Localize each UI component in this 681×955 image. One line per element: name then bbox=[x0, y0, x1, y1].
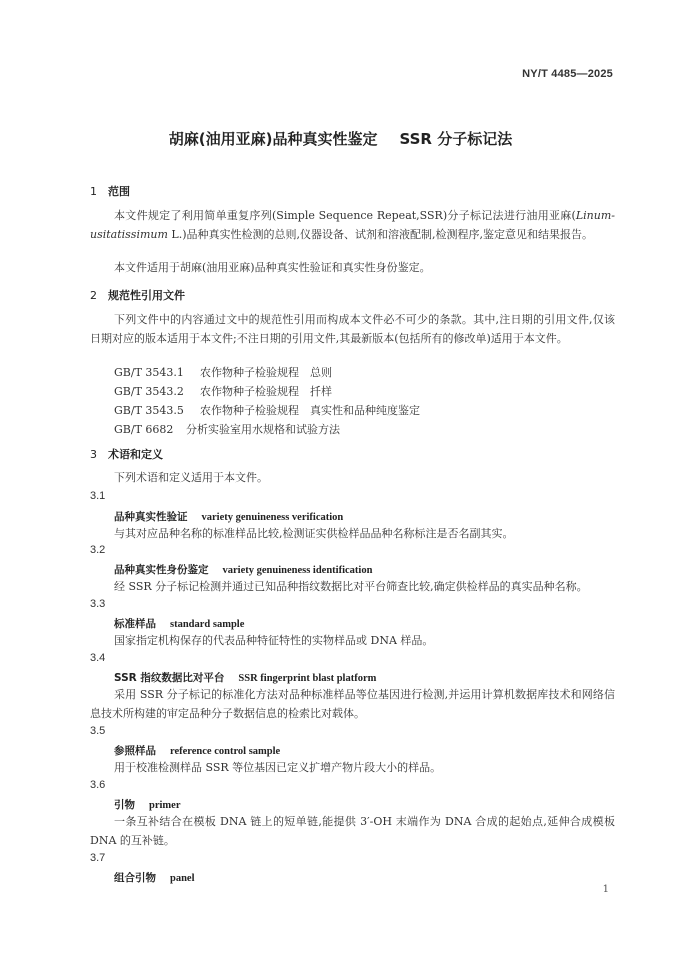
term-cn: 品种真实性验证 bbox=[114, 511, 188, 523]
term-en: variety genuineness verification bbox=[201, 512, 344, 523]
section-2-para: 下列文件中的内容通过文中的规范性引用而构成本文件必不可少的条款。其中,注日期的引用文件,仅该日期对应的版本适用于本文件;不注日期的引用文件,其最新版本(包括所有的修改单)适用于本文件。 bbox=[90, 313, 615, 345]
section-1-heading bbox=[90, 183, 130, 199]
term-number: 3.3 bbox=[90, 598, 106, 610]
term-definition: 一条互补结合在模板 DNA 链上的短单链,能提供 3′-OH 末端作为 DNA 合成的起始点,延伸合成模板 DNA 的互补链。 bbox=[90, 815, 615, 847]
term-number: 3.1 bbox=[90, 490, 106, 502]
term-heading bbox=[114, 743, 280, 758]
term-en: panel bbox=[170, 873, 195, 884]
term-cn: SSR 指纹数据比对平台 bbox=[114, 672, 225, 684]
term-cn: 标准样品 bbox=[114, 618, 156, 630]
section-3-intro: 下列术语和定义适用于本文件。 bbox=[114, 471, 268, 484]
term-definition: 经 SSR 分子标记检测并通过已知品种指纹数据比对平台筛查比较,确定供检样品的真实品种名称。 bbox=[114, 580, 588, 593]
para-text: 本文件规定了利用简单重复序列(Simple Sequence Repeat,SSR)分子标记法进行油用亚麻( bbox=[114, 209, 576, 222]
reference-item bbox=[114, 421, 340, 437]
term-cn: 引物 bbox=[114, 799, 135, 811]
term-number: 3.4 bbox=[90, 652, 106, 664]
reference-item bbox=[114, 402, 420, 418]
term-heading bbox=[114, 797, 181, 812]
term-cn: 参照样品 bbox=[114, 745, 156, 757]
term-number: 3.6 bbox=[90, 779, 106, 791]
term-cn: 品种真实性身份鉴定 bbox=[114, 564, 209, 576]
term-definition: 采用 SSR 分子标记的标准化方法对品种标准样品等位基因进行检测,并运用计算机数据库技术和网络信息技术所构建的审定品种分子数据信息的检索比对载体。 bbox=[90, 688, 615, 720]
term-heading bbox=[114, 509, 343, 524]
term-en: primer bbox=[149, 800, 181, 811]
term-number: 3.2 bbox=[90, 544, 106, 556]
reference-code: GB/T 3543.5 bbox=[114, 404, 184, 417]
term-heading bbox=[114, 870, 195, 885]
term-heading bbox=[114, 670, 376, 685]
term-en: SSR fingerprint blast platform bbox=[238, 673, 377, 684]
section-1-number: 1 bbox=[90, 185, 97, 198]
section-2-title: 规范性引用文件 bbox=[108, 289, 185, 302]
reference-name: 农作物种子检验规程 总则 bbox=[200, 366, 332, 379]
term-cn: 组合引物 bbox=[114, 872, 156, 884]
term-en: reference control sample bbox=[170, 746, 281, 757]
reference-item bbox=[114, 383, 332, 399]
section-3-title: 术语和定义 bbox=[108, 448, 163, 461]
section-1-title: 范围 bbox=[108, 185, 130, 198]
reference-code: GB/T 3543.1 bbox=[114, 366, 184, 379]
term-en: standard sample bbox=[170, 619, 245, 630]
section-2-number: 2 bbox=[90, 289, 97, 302]
reference-item bbox=[114, 364, 332, 380]
term-heading bbox=[114, 616, 244, 631]
reference-code: GB/T 6682 bbox=[114, 423, 174, 436]
term-definition: 与其对应品种名称的标准样品比较,检测证实供检样品品种名称标注是否名副其实。 bbox=[114, 527, 514, 540]
term-definition: 用于校准检测样品 SSR 等位基因已定义扩增产物片段大小的样品。 bbox=[114, 761, 442, 774]
latin-name: Linum-usitatissimum bbox=[90, 209, 615, 241]
term-definition: 国家指定机构保存的代表品种特征特性的实物样品或 DNA 样品。 bbox=[114, 634, 434, 647]
para-text: L.)品种真实性检测的总则,仪器设备、试剂和溶液配制,检测程序,鉴定意见和结果报告。 bbox=[167, 228, 593, 241]
section-1-para-1 bbox=[90, 206, 615, 244]
title-method: SSR 分子标记法 bbox=[399, 130, 513, 148]
term-heading bbox=[114, 562, 372, 577]
term-number: 3.7 bbox=[90, 852, 106, 864]
title-main: 胡麻(油用亚麻)品种真实性鉴定 bbox=[168, 130, 378, 148]
section-3-heading bbox=[90, 446, 163, 462]
standard-number: NY/T 4485—2025 bbox=[522, 68, 613, 80]
term-en: variety genuineness identification bbox=[222, 565, 373, 576]
term-number: 3.5 bbox=[90, 725, 106, 737]
section-3-number: 3 bbox=[90, 448, 97, 461]
section-2-heading bbox=[90, 287, 185, 303]
reference-name: 分析实验室用水规格和试验方法 bbox=[186, 423, 340, 436]
document-title bbox=[0, 128, 681, 149]
reference-name: 农作物种子检验规程 真实性和品种纯度鉴定 bbox=[200, 404, 420, 417]
reference-name: 农作物种子检验规程 扦样 bbox=[200, 385, 332, 398]
page-number: 1 bbox=[602, 884, 609, 895]
reference-code: GB/T 3543.2 bbox=[114, 385, 184, 398]
section-1-para-2: 本文件适用于胡麻(油用亚麻)品种真实性验证和真实性身份鉴定。 bbox=[114, 261, 431, 274]
